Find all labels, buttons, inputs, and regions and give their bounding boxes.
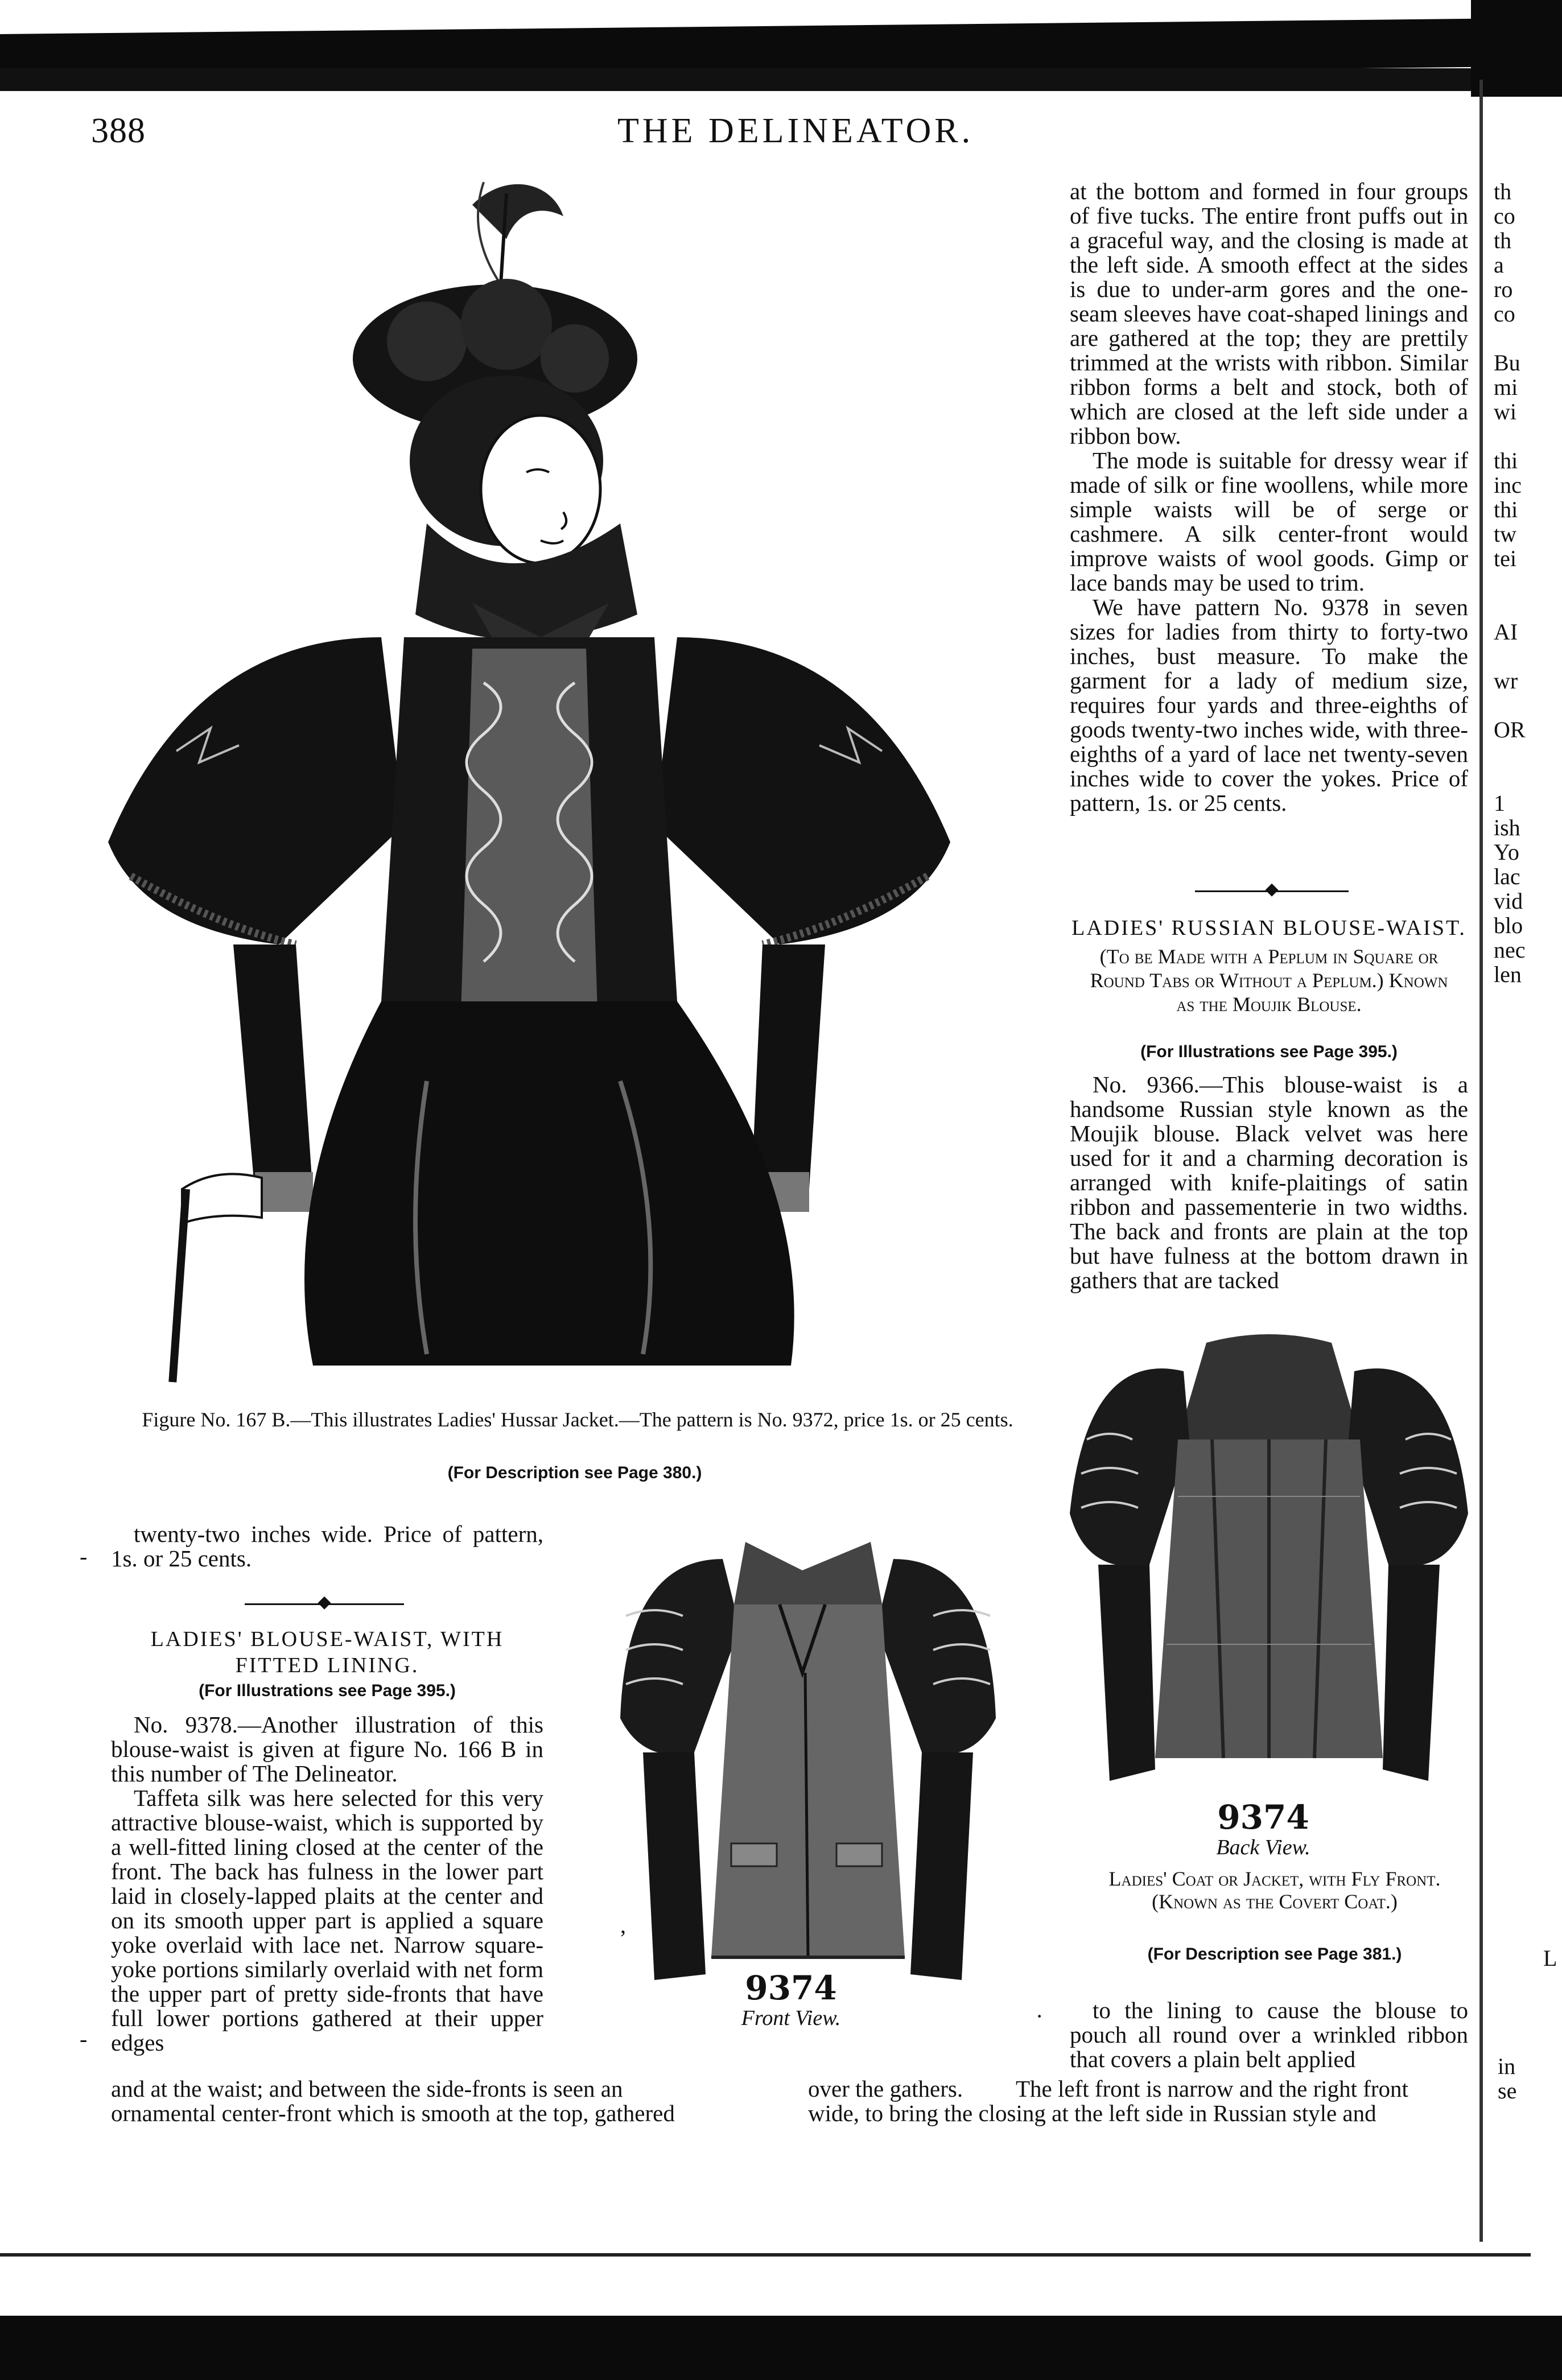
edge-line: co <box>1494 203 1515 229</box>
edge-line: lac <box>1494 864 1520 889</box>
edge-line: blo <box>1494 913 1523 938</box>
edge-line <box>1494 571 1562 595</box>
edge-line: a <box>1494 252 1504 278</box>
edge-line: tw <box>1494 521 1516 547</box>
edge-line: wi <box>1494 399 1516 424</box>
coat-back-view-illustration <box>1064 1326 1474 1809</box>
edge-line <box>1494 424 1562 448</box>
bottom-line-2-continued: wide, to bring the closing at the left side in Russian style and <box>808 2100 1376 2126</box>
binding-edge-line <box>1479 80 1483 2242</box>
coat-front-view-illustration <box>609 1525 1007 1986</box>
edge-line <box>1494 326 1562 350</box>
covert-coat-back-engraving <box>1064 1326 1474 1809</box>
left-para-1: No. 9378.—Another illustration of this blouse-waist is given at figure No. 166 B in this number of The Delineator. <box>111 1711 543 1787</box>
covert-coat-caption-text: Ladies' Coat or Jacket, with Fly Front. (Known as the Covert Coat.) <box>1108 1867 1441 1913</box>
right-column-upper <box>1070 179 1468 815</box>
front-view-label: Front View. <box>741 2006 841 2030</box>
edge-line <box>1494 693 1562 717</box>
left-para-2: Taffeta silk was here selected for this very attractive blouse-waist, which is supported by a well-fitted lining closed at the center of the front. The back has fulness in the lower part laid in closely-lapped plaits at the center and on its smooth upper part is applied a square yoke overlaid with lace net. Narrow square-yoke portions similarly overlaid with net form the upper part of pretty side-fronts that have full lower portions gathered at their upper edges <box>111 1785 543 2056</box>
blouse-waist-illustration-ref: (For Illustrations see Page 395.) <box>199 1681 456 1700</box>
edge-line: th <box>1494 228 1512 253</box>
russian-blouse-subheading: (To be Made with a Peplum in Square or Round Tabs or Without a Peplum.) Known as the Moujik Blouse. <box>1090 945 1448 1016</box>
left-column-lead-in <box>111 1522 543 1571</box>
front-view-pattern-number: 9374 <box>745 1969 837 2007</box>
facing-page-fragment: se <box>1498 2078 1517 2103</box>
right-para-1: at the bottom and formed in four groups of five tucks. The entire front puffs out in a graceful way, and the closing is made at the left side. A smooth effect at the sides is due to under-arm gores and the one-seam sleeves have coat-shaped linings and are gathered at the top; they are prettily trimmed at the wrists with ribbon. Similar ribbon forms a belt and stock, both of which are closed at the left side under a ribbon bow. <box>1070 178 1468 449</box>
covert-coat-caption <box>1081 1867 1468 1913</box>
edge-line: Yo <box>1494 839 1519 865</box>
edge-line: wr <box>1494 668 1518 694</box>
edge-line: mi <box>1494 374 1518 400</box>
margin-mark: - <box>80 2026 88 2052</box>
edge-line: thi <box>1494 497 1518 522</box>
russian-blouse-body <box>1070 1073 1468 1293</box>
edge-line: co <box>1494 301 1515 327</box>
edge-line: nec <box>1494 937 1526 963</box>
edge-line: thi <box>1494 448 1518 473</box>
facing-page-fragment: in <box>1498 2053 1516 2079</box>
edge-line <box>1494 644 1562 669</box>
bottom-line-1-continued: over the gathers. <box>808 2076 963 2102</box>
covert-coat-front-engraving <box>609 1525 1007 1986</box>
margin-mark: · <box>1036 2003 1044 2029</box>
edge-line: OR <box>1494 717 1526 743</box>
edge-line: AI <box>1494 619 1518 645</box>
blouse-waist-heading: LADIES' BLOUSE-WAIST, WITH FITTED LINING. <box>150 1627 504 1677</box>
back-view-pattern-number: 9374 <box>1217 1798 1309 1837</box>
facing-page-edge-text <box>1494 179 1562 987</box>
margin-mark: , <box>620 1912 626 1938</box>
blouse-waist-body <box>111 1713 543 2055</box>
bottom-line-2: ornamental center-front which is smooth at the top, gathered <box>111 2100 675 2126</box>
figure-167b-caption: Figure No. 167 B.—This illustrates Ladies' Hussar Jacket.—The pattern is No. 9372, price 1s. or 25 cents. <box>142 1408 1013 1431</box>
scan-bottom-border <box>0 2316 1562 2380</box>
edge-line <box>1494 595 1562 620</box>
edge-line: ish <box>1494 815 1520 840</box>
margin-mark: - <box>80 1544 88 1569</box>
edge-line: 1 <box>1494 790 1505 816</box>
right-column-lower <box>1070 1998 1468 2072</box>
right-para-4: No. 9366.—This blouse-waist is a handsome Russian style known as the Moujik blouse. Black velvet was here used for it and a charming decoration is arranged with knife-plaitings of satin ribbon and passementerie in two widths. The back and fronts are plain at the top but have fulness at the bottom drawn in gathers that are tacked <box>1070 1071 1468 1293</box>
edge-line: inc <box>1494 472 1522 498</box>
running-title: THE DELINEATOR. <box>617 112 974 150</box>
edge-line: tei <box>1494 546 1516 571</box>
scan-top-border <box>0 0 1562 85</box>
bottom-line-1: and at the waist; and between the side-fronts is seen an <box>111 2076 623 2102</box>
right-para-3: We have pattern No. 9378 in seven sizes for ladies from thirty to forty-two inches, bust measure. To make the garment for a lady of medium size, requires four yards and three-eighths of goods twenty-two inches wide, with three-eighths of a yard of lace net twenty-seven inches wide to cover the yokes. Price of pattern, 1s. or 25 cents. <box>1070 594 1468 816</box>
divider-ornament-left: ◆ <box>318 1593 331 1611</box>
edge-line: len <box>1494 962 1522 987</box>
back-view-label: Back View. <box>1216 1835 1310 1859</box>
russian-blouse-illustration-ref: (For Illustrations see Page 395.) <box>1140 1042 1398 1061</box>
page-number: 388 <box>91 112 146 150</box>
edge-line: vid <box>1494 888 1523 914</box>
covert-coat-description-ref: (For Description see Page 381.) <box>1147 1945 1402 1964</box>
right-para-2: The mode is suitable for dressy wear if made of silk or fine woollens, while more simple waists will be of serge or cashmere. A silk center-front would improve waists of wool goods. Gimp or lace bands may be used to trim. <box>1070 447 1468 596</box>
facing-page-fragment: L <box>1543 1945 1557 1971</box>
divider-ornament-right: ◆ <box>1265 880 1279 898</box>
edge-line <box>1494 766 1562 791</box>
hussar-jacket-engraving <box>108 171 950 1388</box>
right-para-5: to the lining to cause the blouse to pouch all round over a wrinkled ribbon that covers a plain belt applied <box>1070 1997 1468 2072</box>
left-lead-in-text: twenty-two inches wide. Price of pattern, 1s. or 25 cents. <box>111 1521 543 1571</box>
scan-top-corner <box>1471 0 1562 97</box>
edge-line: Bu <box>1494 350 1520 376</box>
bottom-line-1-right: The left front is narrow and the right front <box>1016 2076 1408 2102</box>
edge-line: th <box>1494 179 1512 204</box>
edge-line: ro <box>1494 277 1513 302</box>
figure-167b-description-ref: (For Description see Page 380.) <box>447 1463 702 1482</box>
scan-top-band-lower <box>0 68 1562 91</box>
edge-line <box>1494 742 1562 766</box>
russian-blouse-heading: LADIES' RUSSIAN BLOUSE-WAIST. <box>1071 916 1466 940</box>
figure-167b-illustration <box>108 171 950 1388</box>
scan-bottom-rule <box>0 2253 1531 2257</box>
